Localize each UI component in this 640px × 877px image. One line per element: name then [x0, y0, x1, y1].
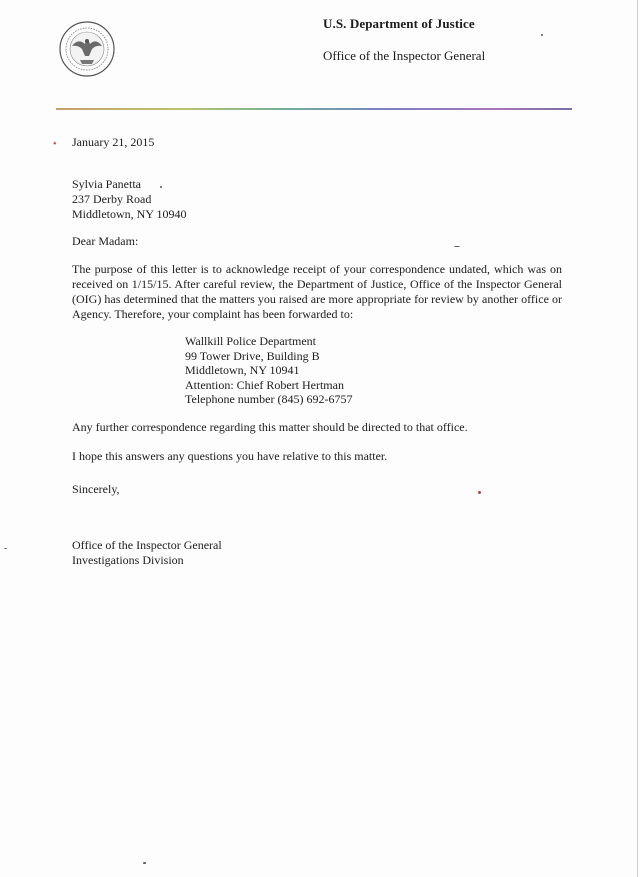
scan-speck: [160, 186, 162, 188]
agency-name: U.S. Department of Justice: [323, 16, 475, 31]
forward-address: [185, 334, 352, 407]
signature-office: Office of the Inspector General: [72, 538, 222, 552]
forward-attention: Attention: Chief Robert Hertman: [185, 377, 344, 392]
recipient-city: Middletown, NY 10940: [72, 207, 187, 221]
recipient-address: [72, 177, 187, 222]
letter-date: January 21, 2015: [72, 135, 155, 149]
office-name: Office of the Inspector General: [323, 48, 486, 63]
closing: Sincerely,: [72, 482, 120, 496]
recipient-street: 237 Derby Road: [72, 192, 152, 206]
scan-speck: [143, 862, 146, 864]
salutation: Dear Madam:: [72, 234, 139, 248]
scan-edge: [637, 0, 638, 877]
scan-speck: [541, 34, 543, 36]
body-paragraph-3: I hope this answers any questions you have relative to this matter.: [72, 449, 388, 463]
scan-speck: [478, 491, 481, 494]
body-paragraph-1: The purpose of this letter is to acknowledge receipt of your correspondence undated, which was on received on 1/15/15. After careful review, the Department of Justice, Office of the Inspector General (OIG) has determined that the matters you raised are more appropriate for review by another office or Agency. Therefore, your complaint has been forwarded to:: [72, 262, 562, 321]
recipient-name: Sylvia Panetta: [72, 177, 141, 191]
scan-speck: [4, 548, 7, 549]
letterhead-divider: [56, 108, 572, 110]
signature-block: [72, 538, 222, 568]
forward-city: Middletown, NY 10941: [185, 363, 300, 377]
doj-seal-icon: [58, 20, 116, 78]
forward-telephone: Telephone number (845) 692-6757: [185, 392, 353, 406]
forward-organization: Wallkill Police Department: [185, 334, 316, 348]
bullet-mark-icon: •: [53, 139, 57, 150]
body-paragraph-2: Any further correspondence regarding this matter should be directed to that office.: [72, 420, 468, 434]
signature-division: Investigations Division: [72, 553, 184, 567]
scan-speck: [454, 246, 460, 247]
forward-street: 99 Tower Drive, Building B: [185, 348, 320, 363]
